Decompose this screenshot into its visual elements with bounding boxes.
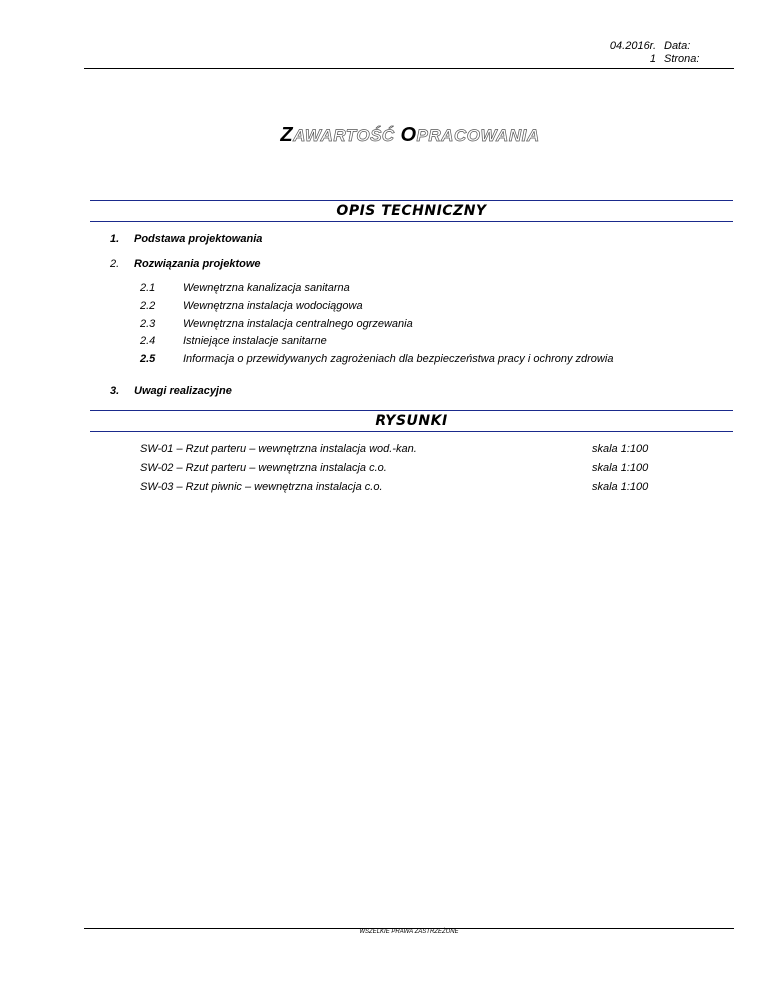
page-label: Strona: <box>664 53 700 65</box>
title-rest-1: AWARTOŚĆ <box>293 126 395 145</box>
section-heading-technical: OPIS TECHNICZNY <box>90 200 733 222</box>
toc-subitem <box>140 353 613 365</box>
drawing-label: SW-01 – Rzut parteru – wewnętrzna instalacja wod.-kan. <box>140 443 417 455</box>
toc-item-label: Podstawa projektowania <box>134 233 263 245</box>
toc-subitem-label: Istniejące instalacje sanitarne <box>183 335 327 347</box>
drawing-list-item <box>140 462 660 474</box>
toc-subitem-label: Wewnętrzna instalacja wodociągowa <box>183 300 363 312</box>
toc-item-number: 2. <box>110 258 120 270</box>
toc-subitem <box>140 282 350 294</box>
page-header <box>590 40 724 66</box>
toc-item <box>110 258 261 270</box>
toc-subitem-number: 2.1 <box>140 282 156 294</box>
toc-item-label: Rozwiązania projektowe <box>134 258 261 270</box>
document-title <box>0 124 768 147</box>
toc-item-label: Uwagi realizacyjne <box>134 385 232 397</box>
date-label: Data: <box>664 40 691 52</box>
toc-item-number: 3. <box>110 385 120 397</box>
title-cap-2: O <box>400 124 417 146</box>
toc-subitem <box>140 335 327 347</box>
toc-item <box>110 385 232 397</box>
page-row <box>590 53 724 66</box>
toc-subitem-number: 2.5 <box>140 353 156 365</box>
drawing-scale: skala 1:100 <box>592 462 649 474</box>
toc-subitem-number: 2.2 <box>140 300 156 312</box>
date-value: 04.2016r. <box>609 40 656 52</box>
toc-subitem-label: Informacja o przewidywanych zagrożeniach dla bezpieczeństwa pracy i ochrony zdrowia <box>183 353 614 365</box>
drawing-scale: skala 1:100 <box>592 481 649 493</box>
toc-item <box>110 233 262 245</box>
toc-subitem-number: 2.3 <box>140 318 156 330</box>
drawing-list-item <box>140 443 660 455</box>
toc-subitem <box>140 300 363 312</box>
page-number: 1 <box>649 53 656 65</box>
toc-subitem-label: Wewnętrzna kanalizacja sanitarna <box>183 282 350 294</box>
title-cap-1: Z <box>280 124 294 146</box>
toc-subitem <box>140 318 413 330</box>
toc-subitem-label: Wewnętrzna instalacja centralnego ogrzewania <box>183 318 413 330</box>
date-row <box>590 40 724 53</box>
drawing-label: SW-03 – Rzut piwnic – wewnętrzna instalacja c.o. <box>140 481 383 493</box>
footer-copyright: WSZELKIE PRAWA ZASTRZEŻONE <box>359 929 459 935</box>
drawing-list-item <box>140 481 660 493</box>
drawing-scale: skala 1:100 <box>592 443 649 455</box>
toc-subitem-number: 2.4 <box>140 335 156 347</box>
drawing-label: SW-02 – Rzut parteru – wewnętrzna instalacja c.o. <box>140 462 387 474</box>
section-heading-drawings: RYSUNKI <box>90 410 733 432</box>
toc-item-number: 1. <box>110 233 120 245</box>
title-rest-2: PRACOWANIA <box>416 126 540 145</box>
header-divider <box>84 68 734 69</box>
